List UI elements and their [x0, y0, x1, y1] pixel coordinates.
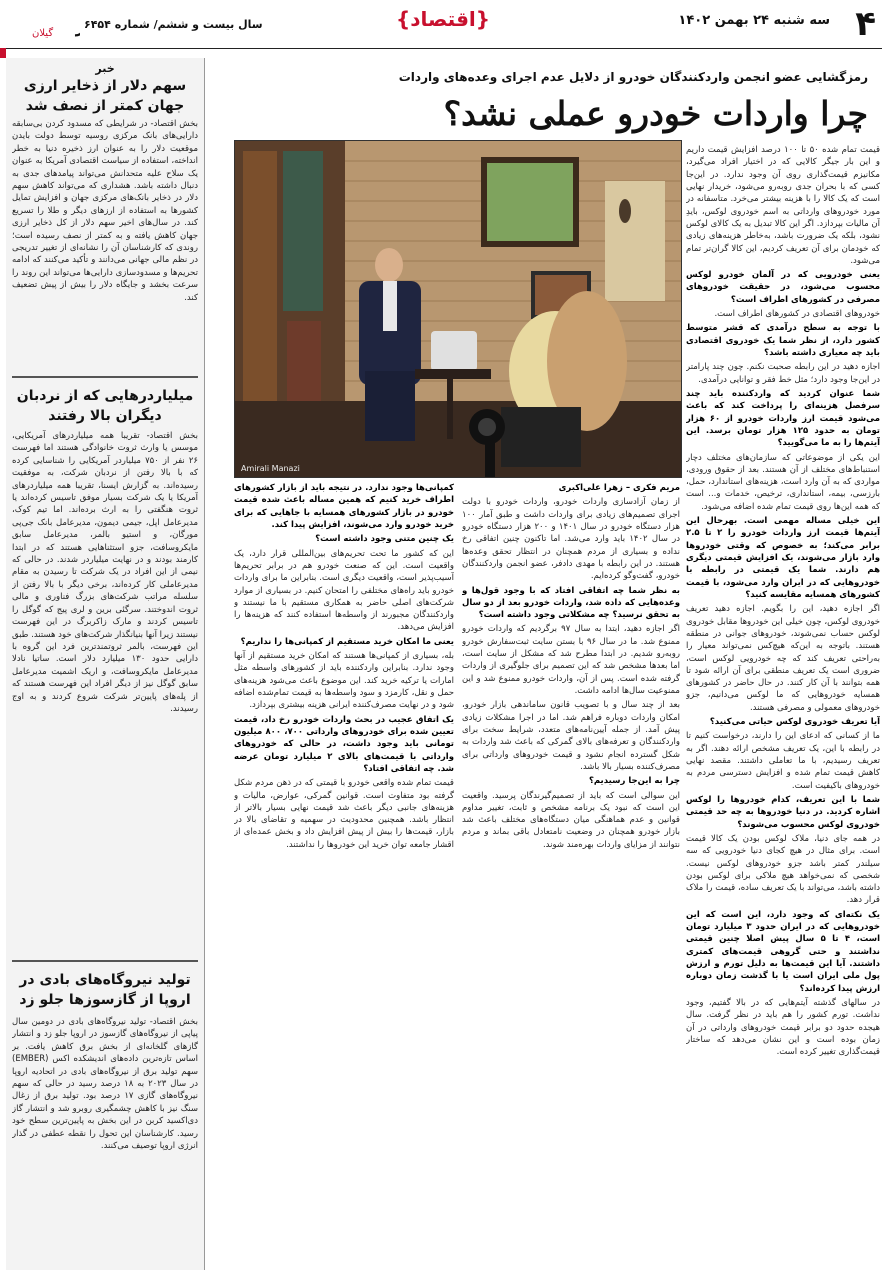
sidebar-headline-3: تولید نیروگاه‌های بادی در اروپا از گازسوزها جلو زد	[19, 972, 191, 1009]
question-7: یک نکته‌ای که وجود دارد، این است که این خودروهایی که در ایران حدود ۳ میلیارد تومان است، ۴ تا ۵ سال پیش اصلا چنین قیمتی نداشتند و حتی گروهی قیمت‌های کمتری داشتند. آیا این قیمت‌ها به دلیل تورم و ارزش پول ملی ایران است یا با گذشت زمان دوباره ارزش پیدا کرده‌اند؟	[686, 909, 880, 994]
question: یعنی ما امکان خرید مستقیم از کمپانی‌ها را نداریم؟	[240, 636, 454, 647]
sidebar-body-3: بخش اقتصاد- تولید نیروگاه‌های بادی در دومین سال پیاپی از نیروگاه‌های گازسوز در اروپا جلو زد و انتشار گازهای گلخانه‌ای از بخش برق کاهش یافت. بر اساس تازه‌ترین داده‌های اندیشکده اکس (EMBER) سهم تولید برق از نیروگاه‌های بادی در اتحادیه اروپا در سال ۲۰۲۳ به ۱۸ درصد رسید در حالی که سهم نیروگاه‌های گازی ۱۷ درصد بود. تولید برق از زغال سنگ نیز با کاهش چشمگیری روبرو شد و انتشار گاز دی‌اکسید کربن در این بخش به پایین‌ترین سطح خود رسید. کارشناسان این تحول را نقطه عطفی در گذار انرژی اروپا توصیف می‌کنند.	[12, 1017, 198, 1152]
news-sidebar	[6, 58, 205, 1270]
sidebar-label: خبر	[95, 62, 115, 75]
accent-bar	[0, 48, 6, 58]
paragraph: بله، بسیاری از کمپانی‌ها هستند که امکان خرید مستقیم از آنها وجود ندارد. بنابراین واردکننده باید از کشورهای واسطه مثل امارات یا ترکیه خرید کند. این موضوع باعث می‌شود هزینه‌های حمل و نقل، کارمزد و سود واسطه‌ها به قیمت تمام‌شده اضافه شود و در نهایت مصرف‌کننده ایرانی هزینه بیشتری بپردازد.	[234, 651, 454, 711]
question-1: یعنی خودرویی که در آلمان خودرو لوکس محسوب می‌شود، در حقیقت خودروهای مصرفی در کشورهای اطراف است؟	[686, 270, 880, 305]
question-6: شما با این تعریف، کدام خودروها را لوکس اشاره کردید. در دنیا خودروها به چه حد قیمتی خودروی لوکس محسوب می‌شوند؟	[686, 794, 880, 830]
lead-paragraph: قیمت تمام شده ۵۰ تا ۱۰۰ درصد افزایش قیمت داریم و این بار جیگر کالایی که در اختیار افراد می‌گیرد، مکانیزم قیمت‌گذاری روی آن وجود ندارد. در این‌جا کسی که با بحران جدی روبه‌رو می‌شود، خریدار نهایی است که یک کالا را با هزینه بیشتر می‌خرد. متاسفانه در مورد خودروهای وارداتی به اسم خودروی لوکس، بایدِ آن مالیات بپردازد. اگر این کالا تبدیل به یک کالای لوکس نشود، بلکه یک ضرورت باشد، به‌خاطر هزینه‌های زیادی که خودمان برای آن تعریف کردیم، این کالا گران‌تر تمام می‌شود.	[686, 145, 880, 266]
paragraph: کمپانی‌ها وجود ندارد. در نتیجه باید از بازار کشورهای اطراف خرید کنیم که همین مساله باعث شده قیمت خودرو در بازار کشورهای همسایه با جاهایی که برای خرید خودرو وارد می‌شوند، افزایش پیدا کند.	[234, 483, 454, 530]
body-column-3	[234, 482, 454, 1270]
answer-5: ما از کسانی که ادعای این را دارند، درخواست کنیم تا در رابطه با این، یک تعریف مشخص ارائه دهند. اگر به تعریف رسیدیم، با ما تعاملی داشتند. مقصد نهایی کاهش قیمت تمام شده و افزایش دسترسی مردم به خودروهای باکیفیت است.	[686, 731, 880, 791]
sidebar-divider	[12, 376, 198, 378]
article-kicker: رمزگشایی عضو انجمن واردکنندگان خودرو از دلایل عدم اجرای وعده‌های واردات	[398, 70, 868, 84]
sidebar-body-1: بخش اقتصاد- در شرایطی که مسدود کردن بی‌سابقه دارایی‌های بانک مرکزی روسیه توسط دولت بایدن موقعیت دلار را به عنوان ارز ذخیره دنیا به خطر انداخته، استفاده از سیاست اقتصادی آمریکا به عنوان یک سلاح علیه متحدانش می‌تواند پیامدهای جدی به دنبال داشته باشد. هشداری که می‌تواند کاهش سهم دلار در ذخایر بانک‌های مرکزی جهان و افزایش تمایل کشورها به استفاده از ارزهای دیگر و طلا را تسریع کند. در سال‌های اخیر سهم دلار از کل ذخایر ارزی جهان کاهش یافته و به کمتر از نصف رسیده است؛ روندی که کارشناسان آن را نشانه‌ای از تغییر تدریجی در نظم مالی جهانی می‌دانند و تأکید می‌کنند که ادامه تحریم‌ها و مسدودسازی دارایی‌ها می‌تواند این روند را سرعت بخشد و جایگاه دلار را بیش از پیش تضعیف کند.	[12, 119, 198, 303]
photo-credit: Amirali Manazi	[241, 464, 300, 473]
section-title: {اقتصاد}	[395, 7, 491, 31]
byline: مریم فکری – زهرا علی‌اکبری	[558, 483, 680, 493]
article-title: چرا واردات خودرو عملی نشد؟	[443, 94, 868, 133]
page-number: ۴	[855, 4, 876, 44]
paragraph: این سوالی است که باید از تصمیم‌گیرندگان پرسید. واقعیت این است که نبود یک برنامه مشخص و ثابت، تغییر مداوم قوانین و عدم هماهنگی میان دستگاه‌های مختلف باعث شد بازار خودرو همچنان در وضعیت نامتعادل باقی بماند و مردم نتوانند از مزایای واردات بهره‌مند شوند.	[462, 790, 680, 850]
sidebar-headline-1: سهم دلار از ذخایر ارزی جهان کمتر از نصف شد	[23, 78, 187, 115]
answer-3: این یکی از موضوعاتی که سازمان‌های مختلف دچار استنباط‌های مختلف از آن هستند. بعد از حقوق ورودی، مواردی که به آن وارد است، هزینه‌های استاندارد، حمل، بارزسی، بیمه، استانداری، ترخیص، خدمات و... است که همه این‌ها روی قیمت تمام شده اضافه می‌شود.	[686, 452, 880, 512]
paragraph: قیمت تمام شده واقعی خودرو با قیمتی که در ذهن مردم شکل گرفته بود متفاوت است. قوانین گمرکی، عوارض، مالیات و هزینه‌های جانبی دیگر باعث شد قیمت نهایی بسیار بالاتر از انتظار باشد. همچنین محدودیت در سهمیه و تقاضای بالا در بازار، قیمت‌ها را بیش از پیش افزایش داد و بخش عمده‌ای از اقشار جامعه توان خرید این خودروها را نداشتند.	[234, 778, 454, 850]
question: چرا به این‌جا رسیدیم؟	[588, 776, 680, 787]
sidebar-headline-2: میلیاردرهایی که از نردبان دیگران بالا رفتند	[16, 388, 194, 425]
svg-text:امروز	[74, 17, 80, 37]
paragraph: اگر اجازه دهید، ابتدا به سال ۹۷ برگردیم که واردات خودرو ممنوع شد. ما در سال ۹۶ با بستن سایت ثبت‌سفارش خودرو روبه‌رو شدیم. در ابتدا مطرح شد که مشکل از سایت است، اما بعدها مشخص شد که این تصمیم برای جلوگیری از واردات گرفته شده است. پس از آن، واردات خودرو ممنوع شد و این ممنوعیت سال‌ها ادامه داشت.	[462, 624, 680, 696]
sidebar-body-2: بخش اقتصاد- تقریبا همه میلیاردرهای آمریکایی، موسس یا وارث ثروت خانوادگی هستند اما فهرست ۲۶ نفر از ۷۵۰ میلیاردر آمریکایی را شناسایی کرده که با بالا رفتن از نردبان شرکت، به موفقیت رسیده‌اند. به گزارش ایسنا، تقریبا همه میلیاردرهای آمریکا یا یک شرکت بسیار موفق تاسیس کرده‌اند یا ثروت هنگفتی را به ارث برده‌اند. اما تیم کوک، مدیرعامل اپل، جیمی دیمون، مدیرعامل بانک جی‌پی مورگان، و استیو بالمر، مدیرعامل سابق مایکروسافت، جزو استثناهایی هستند که در ابتدا کارمند بودند و در نهایت میلیاردر شدند. در حالی که نیمی از این افراد در یک شرکت تا رسیدن به مقام مدیرعاملی کار کرده‌اند، برخی دیگر با بالا رفتن از سلسله مراتب شرکت‌های بزرگ فناوری و مالی ثروت اندوختند. سرگئی برین و لری پیج که گوگل را تاسیس کردند و مارک زاکربرگ در این فهرست نیستند زیرا آنها بنیانگذار شرکت‌های خود هستند. طبق این فهرست، بالمر ثروتمندترین فرد این گروه با دارایی حدود ۱۳۰ میلیارد دلار است. ساتیا نادلا مدیرعامل مایکروسافت، و اریک اشمیت مدیرعامل سابق گوگل نیز از دیگر افراد این فهرست هستند که از پله‌های پایین‌تر شرکت شروع کردند و به اوج رسیدند.	[12, 431, 198, 714]
question-3: شما عنوان کردید که واردکننده باید چند سرفصل هزینه‌ای را پرداخت کند که باعث می‌شود قیمت ارز واردات خودرو از ۶۰ هزار تومان به حدود ۱۲۵ هزار تومان برسد. این آیتم‌ها را به ما می‌گویید؟	[686, 388, 880, 449]
sidebar-divider	[12, 960, 198, 962]
question: یک اتفاق عجیب در بحث واردات خودرو رخ داد، قیمت تعیین شده برای خودروهای وارداتی ۷۰۰، ۸۰۰ میلیون تومانی باید وجود داشت، در حالی که خودروهای وارداتی با قیمت‌های بالای ۲ میلیارد تومان عرضه شد. چه اتفاقی افتاد؟	[234, 714, 454, 774]
answer-4: اگر اجازه دهید، این را بگویم. اجازه دهید تعریف خودروی لوکس، چون خیلی این خودروها مقابل خودروی لوکس حساب نمی‌شوند، خودروهای جوانی در منطقه هستند. باتوجه به این‌که هیچ‌کس نمی‌تواند معیار را به‌راحتی تعریف کند که چه خودرویی لوکس است، ضروری است یک تعریف منطقی برای آن ارائه شود تا همه بتوانند با آن کار کنند. در حال حاضر در کشورهای همسایه خودروهایی که ما لوکس می‌دانیم، جزو خودروهای معمولی و مصرفی هستند.	[686, 604, 880, 713]
paragraph: بعد از چند سال و با تصویب قانون ساماندهی بازار خودرو، امکان واردات دوباره فراهم شد. اما در اجرا مشکلات زیادی پیش آمد. از جمله آیین‌نامه‌های متعدد، شرایط سخت برای واردکنندگان و تعرفه‌های بالای گمرکی که باعث شد واردات به شکل گسترده انجام نشود و قیمت خودروهای وارداتی برای مصرف‌کننده بسیار بالا باشد.	[462, 700, 680, 772]
body-column-2	[462, 482, 680, 1270]
interview-photo	[234, 140, 682, 478]
question: به نظر شما چه اتفاقی افتاد که با وجود قول‌ها و وعده‌هایی که داده شد، واردات خودرو بعد از دو سال به تحقق نرسید؟ چه مشکلاتی وجود داشته است؟	[462, 585, 680, 621]
question-2: با توجه به سطح درآمدی که قشر متوسط کشور دارد، از نظر شما یک خودروی اقتصادی باید چه معیاری داشته باشد؟	[686, 323, 880, 358]
issue-date: سه شنبه ۲۴ بهمن ۱۴۰۲	[678, 13, 830, 28]
question-5: آیا تعریف خودروی لوکس حیاتی می‌کنید؟	[709, 717, 880, 728]
answer-2: اجازه دهید در این رابطه صحبت نکنم. چون چند پارامتر در این‌جا وجود دارد؛ مثل خط فقر و توانایی درآمدی.	[686, 362, 880, 385]
newspaper-logo	[6, 6, 80, 42]
issue-info: سال بیست و ششم/ شماره ۶۴۵۴	[84, 18, 263, 31]
answer-1: خودروهای اقتصادی در کشورهای اطراف است.	[714, 309, 880, 320]
answer-7: در سالهای گذشته آیتم‌هایی که در بالا گفتیم، وجود نداشت. تورم کشور را هم باید در نظر گرفت. سال هیجده حدود دو برابر قیمت خودروهای وارداتی در آن زمان بوده است و این نشان می‌دهد که ساختار قیمت‌گذاری تغییر کرده است.	[686, 997, 880, 1058]
question: یک چنین متنی وجود داشته است؟	[315, 534, 454, 545]
main-article	[210, 58, 880, 1270]
answer-6: در همه جای دنیا، ملاک لوکس بودن یک کالا قیمت است. برای مثال در هیچ کجای دنیا خودرویی که سه سیلندر کمتر باشد جزو خودروهای لوکس نیست. شخصی که نمی‌خواهد هیچ ملاکی برای لوکس بودن داشته باشد، می‌تواند با یک تعریف ساده، قیمت را ملاک قرار دهد.	[686, 833, 880, 906]
question-4: این خیلی مساله مهمی است. بهرحال این آیتم‌ها قیمت ارز واردات خودرو را ۲ تا ۲.۵ برابر می‌کند؛ به خصوص که وقتی خودروها وارد بازار می‌شوند، یک افزایش قیمتی دیگری هم دارند. شما یک قیمتی در رابطه با خودروهایی که در ایران وارد می‌شود، با قیمت کشورهای همسایه مقایسه کنید؟	[686, 516, 880, 600]
lead-column	[686, 144, 880, 1270]
paragraph: این که کشور ما تحت تحریم‌های بین‌المللی قرار دارد، یک واقعیت است. این که صنعت خودرو هم در برابر تحریم‌ها آسیب‌پذیر است، واقعیت دیگری است. بنابراین ما برای واردات خودرو باید راه‌های مختلفی را امتحان کنیم. در بسیاری از موارد شرکت‌های اصلی حاضر به همکاری مستقیم با ما نیستند و واردکنندگان مجبورند از واسطه‌ها استفاده کنند که هزینه‌ها را افزایش می‌دهد.	[234, 548, 454, 633]
page-header	[0, 0, 882, 49]
paragraph: از زمان آزادسازی واردات خودرو، واردات خودرو با دولت اجرای تصمیم‌های زیادی برای واردات داشت و طبق آمار ۱۰۰ هزار دستگاه خودرو در سال ۱۴۰۱ و ۲۰۰ هزار دستگاه خودرو در سال ۱۴۰۲ باید وارد می‌شد. اما تاکنون چنین اتفاقی رخ نداده و بسیاری از مردم همچنان در انتظار تحقق وعده‌ها هستند. در این رابطه با مهدی دادفر، عضو انجمن واردکنندگان خودرو، گفت‌وگو کرده‌ایم.	[462, 497, 680, 582]
svg-text:گیلان: گیلان	[32, 28, 54, 39]
